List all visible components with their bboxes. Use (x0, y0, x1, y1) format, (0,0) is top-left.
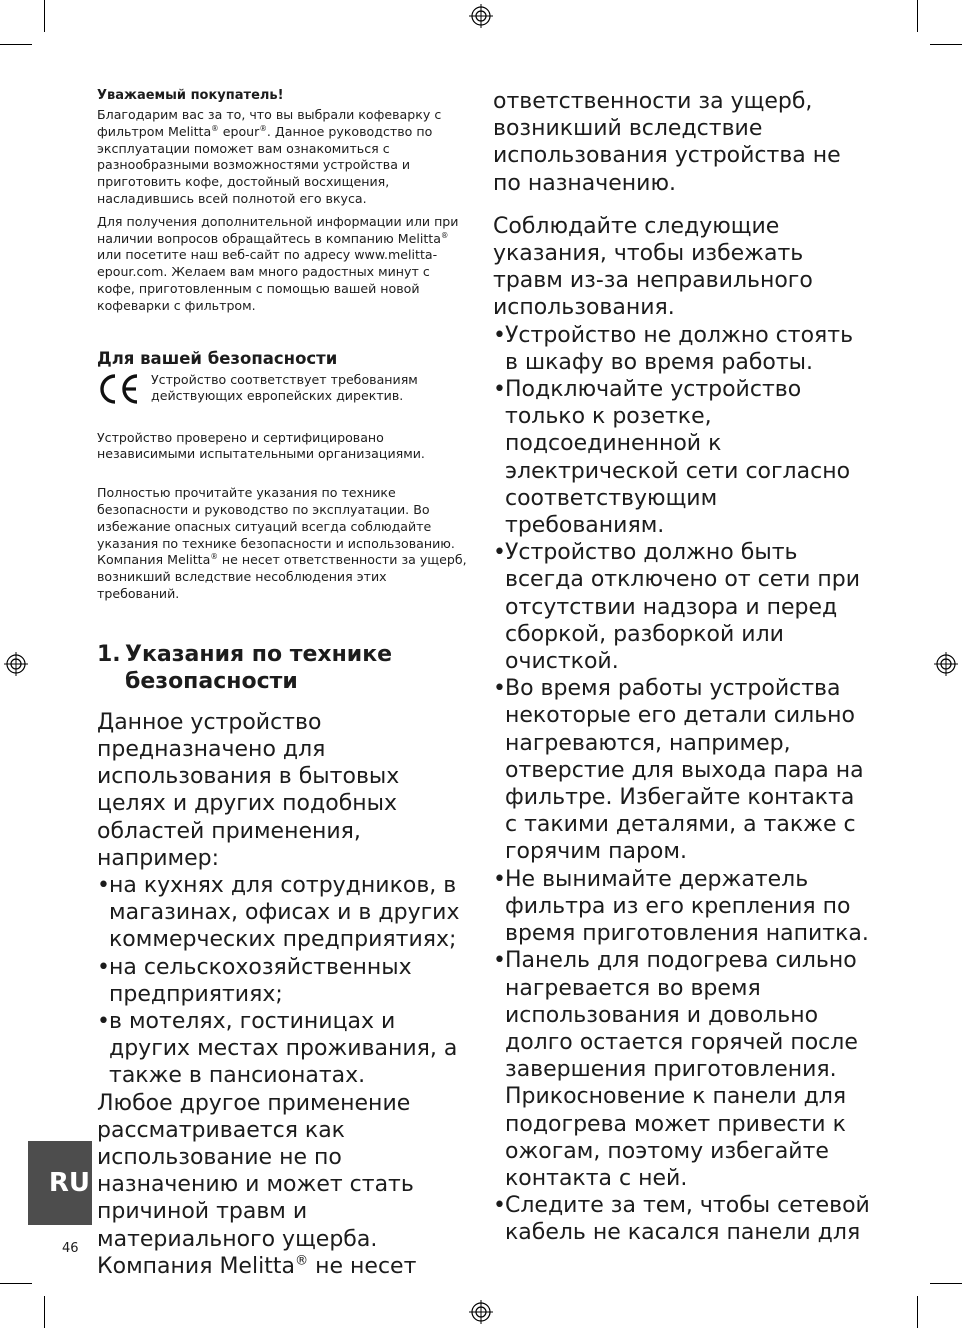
registration-mark-icon (4, 652, 28, 676)
right-column (493, 88, 873, 1247)
registration-mark-icon (469, 4, 493, 28)
greeting: Уважаемый покупатель! (97, 88, 284, 103)
continuation-text: ответственности за ущерб, возникший вследствие использования устройства не по назначению. (493, 89, 841, 196)
safety-bullets (493, 322, 873, 1247)
list-item: • на сельскохозяйственных предприятиях; (97, 954, 469, 1008)
misuse-text: Любое другое применение рассматривается как использование не по назначению и может стать причиной травм и материального ущерба. Компания Melitta® не несет (97, 1090, 417, 1279)
contact-paragraph: Для получения дополнительной информации или при наличии вопросов обращайтесь в компанию Melitta® или посетите наш веб-сайт по адресу www.melitta-epour.com. Желаем вам много радостных минут с кофе, приготовленным с помощью вашей новой кофеварки с фильтром. (97, 213, 459, 313)
crop-mark (44, 0, 45, 32)
registration-mark-icon (469, 1300, 493, 1324)
list-item: • Панель для подогрева сильно нагревается во время использования и довольно долго остается горячей после завершения приготовления. Прикосновение к панели для подогрева может привести к ожогам, поэтому избегайте контакта с ней. (493, 947, 873, 1192)
intro-paragraph: Благодарим вас за то, что вы выбрали кофеварку с фильтром Melitta® epour®. Данное руководство по эксплуатации поможет вам ознакомиться с разнообразными возможностями устройства и приготовить кофе, достойный восхищения, насладившись всей полнотой его вкуса. (97, 107, 442, 206)
registration-mark-icon (934, 652, 958, 676)
section-number: 1. (97, 641, 121, 667)
list-item: • Подключайте устройство только к розетке, подсоединенной к электрической сети согласно соответствующим требованиям. (493, 376, 873, 539)
examples-list (97, 872, 469, 1090)
observe-text: Соблюдайте следующие указания, чтобы избежать травм из-за неправильного использования. (493, 213, 813, 321)
list-item: • Устройство не должно стоять в шкафу во время работы. (493, 322, 873, 376)
crop-mark (930, 44, 962, 45)
certified-text: Устройство проверено и сертифицировано независимыми испытательными организациями. (97, 429, 425, 462)
ce-compliance (97, 372, 469, 406)
page-number: 46 (62, 1241, 79, 1256)
left-column (97, 88, 469, 1280)
list-item: • в мотелях, гостиницах и других местах проживания, а также в пансионатах. (97, 1008, 469, 1090)
crop-mark (930, 1283, 962, 1284)
section-heading (97, 641, 469, 695)
section-title: Указания по технике безопасности (125, 641, 393, 694)
crop-mark (917, 1296, 918, 1328)
crop-mark (917, 0, 918, 32)
list-item: • Следите за тем, чтобы сетевой кабель не касался панели для (493, 1192, 873, 1246)
intended-use-text: Данное устройство предназначено для использования в бытовых целях и других подобных областей применения, например: (97, 709, 400, 871)
list-item: • Во время работы устройства некоторые его детали сильно нагреваются, например, отверстие для выхода пара на фильтре. Избегайте контакта с такими деталями, а также с горячим паром. (493, 675, 873, 865)
safety-heading: Для вашей безопасности (97, 348, 338, 368)
ce-text: Устройство соответствует требованиям действующих европейских директив. (151, 371, 418, 404)
crop-mark (44, 1296, 45, 1328)
read-instructions-text: Полностью прочитайте указания по технике безопасности и руководство по эксплуатации. Во избежание опасных ситуаций всегда соблюдайте указания по технике безопасности и использованию. Компания Melitta® не несет ответственности за ущерб, возникший вследствие несоблюдения этих требований. (97, 485, 467, 601)
crop-mark (0, 1283, 32, 1284)
language-tab: RU (28, 1141, 92, 1225)
list-item: • на кухнях для сотрудников, в магазинах, офисах и в других коммерческих предприятиях; (97, 872, 469, 954)
list-item: • Устройство должно быть всегда отключено от сети при отсутствии надзора и перед сборкой, разборкой или очисткой. (493, 539, 873, 675)
crop-mark (0, 44, 32, 45)
ce-mark-icon (97, 372, 141, 406)
list-item: • Не вынимайте держатель фильтра из его крепления по время приготовления напитка. (493, 866, 873, 948)
